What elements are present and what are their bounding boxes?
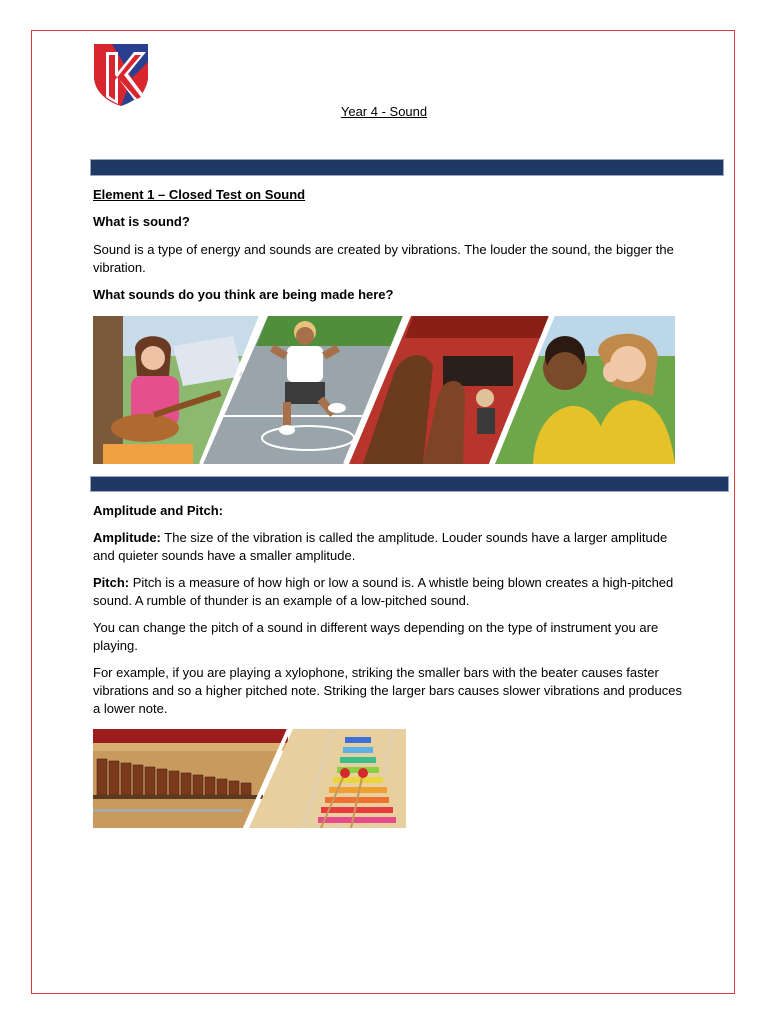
question-what-is-sound: What is sound? — [93, 214, 190, 229]
document-title: Year 4 - Sound — [340, 104, 428, 119]
sound-scenes-illustration — [93, 316, 675, 464]
amplitude-text: The size of the vibration is called the amplitude. Louder sounds have a larger amplitude and quieter sounds have a smaller amplitude. — [93, 530, 668, 563]
pitch-label: Pitch: — [93, 575, 130, 590]
question-sounds-made: What sounds do you think are being made here? — [93, 287, 394, 302]
section-heading: Element 1 – Closed Test on Sound — [93, 187, 306, 202]
pitch-change-paragraph: You can change the pitch of a sound in different ways depending on the type of instrument you are playing. — [93, 620, 659, 653]
amplitude-paragraph — [93, 529, 683, 565]
answer-what-is-sound: Sound is a type of energy and sounds are created by vibrations. The louder the sound, the bigger the vibration. — [93, 242, 674, 275]
school-crest-logo — [92, 42, 150, 108]
pitch-text: Pitch is a measure of how high or low a sound is. A whistle being blown creates a high-pitched sound. A rumble of thunder is an example of a low-pitched sound. — [93, 575, 674, 608]
xylophone-example-paragraph: For example, if you are playing a xylophone, striking the smaller bars with the beater causes faster vibrations and so a higher pitched note. Striking the larger bars causes slower vibrations and produces a lower note. — [93, 665, 682, 716]
section-divider-bar — [91, 160, 723, 175]
amplitude-label: Amplitude: — [93, 530, 161, 545]
section-heading-amplitude-pitch: Amplitude and Pitch: — [93, 503, 223, 518]
pitch-paragraph — [93, 574, 683, 610]
section-divider-bar — [91, 477, 728, 491]
xylophone-illustration — [93, 729, 406, 828]
